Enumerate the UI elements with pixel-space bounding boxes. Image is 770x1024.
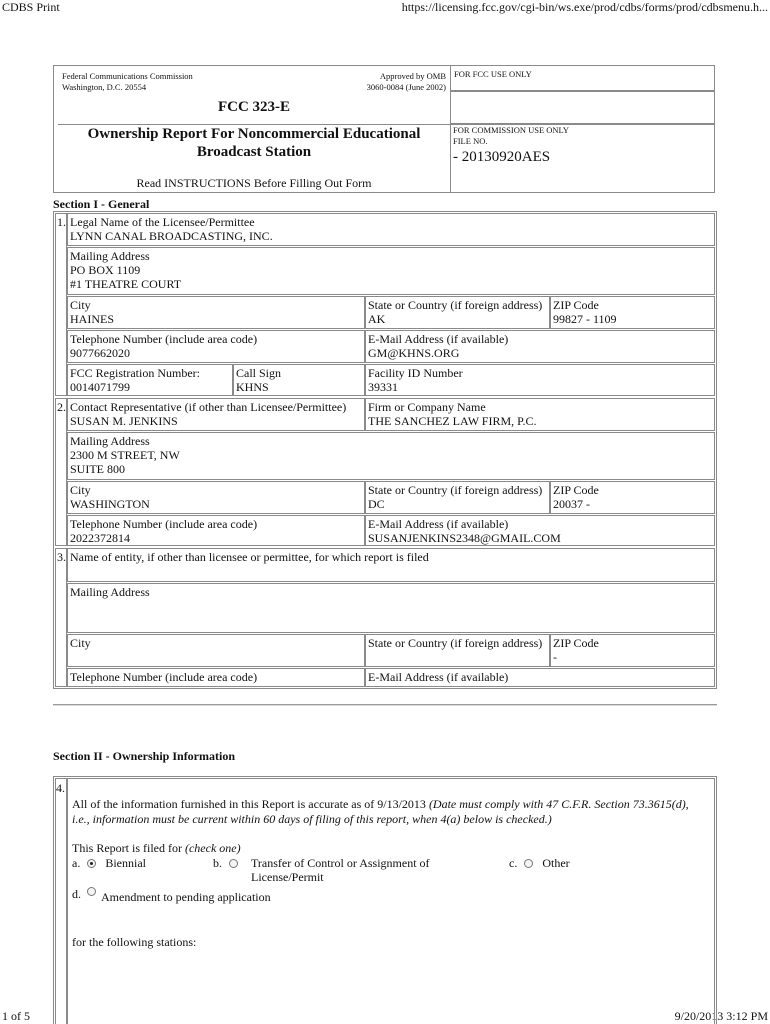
option-d-letter: d. (72, 887, 81, 901)
email-label: E-Mail Address (if available) (368, 332, 509, 346)
option-a-radio[interactable] (87, 859, 96, 868)
entity-phone-cell (67, 668, 365, 687)
phone-label: Telephone Number (include area code) (70, 332, 258, 346)
mailing-address-cell (67, 247, 715, 295)
contact-zip-label: ZIP Code (553, 483, 599, 497)
contact-state-value: DC (368, 497, 385, 511)
legal-name-cell (67, 213, 715, 246)
option-b-radio[interactable] (229, 859, 238, 868)
mailing-address-line1: PO BOX 1109 (70, 263, 141, 277)
commission-use-label: FOR COMMISSION USE ONLY (453, 125, 570, 135)
firm-label: Firm or Company Name (368, 400, 486, 414)
facility-value: 39331 (368, 380, 398, 394)
contact-phone-value: 2022372814 (70, 531, 130, 545)
print-header-title: CDBS Print (2, 0, 60, 14)
entity-email-cell (365, 668, 715, 687)
blank-use-box (450, 91, 715, 124)
section-divider (53, 704, 717, 706)
option-c-letter: c. (509, 856, 518, 870)
city-value: HAINES (70, 312, 114, 326)
agency-line2: Washington, D.C. 20554 (62, 82, 147, 92)
contact-phone-cell (67, 515, 365, 546)
option-b-letter: b. (213, 856, 222, 870)
section1-heading: Section I - General (53, 197, 150, 211)
entity-city-label: City (70, 636, 91, 650)
callsign-label: Call Sign (236, 366, 282, 380)
contact-city-cell (67, 481, 365, 514)
option-b-label-line2: License/Permit (251, 870, 324, 884)
fcc-use-only-label: FOR FCC USE ONLY (454, 69, 532, 79)
item4-number: 4. (56, 781, 65, 795)
entity-label: Name of entity, if other than licensee or permittee, for which report is filed (70, 550, 429, 564)
option-d[interactable] (72, 887, 271, 904)
firm-value: THE SANCHEZ LAW FIRM, P.C. (368, 414, 537, 428)
state-cell (365, 296, 550, 329)
option-c-radio[interactable] (524, 859, 533, 868)
omb-line1: Approved by OMB (379, 71, 446, 81)
item2-number: 2. (55, 398, 67, 546)
omb-line2: 3060-0084 (June 2002) (366, 82, 446, 92)
instructions-note: Read INSTRUCTIONS Before Filling Out Form (136, 176, 372, 190)
form-title (58, 125, 450, 161)
legal-name-label: Legal Name of the Licensee/Permittee (70, 215, 255, 229)
page-indicator: 1 of 5 (2, 1009, 30, 1023)
print-timestamp: 9/20/2013 3:12 PM (674, 1009, 768, 1023)
mailing-address-line2: #1 THEATRE COURT (70, 277, 182, 291)
entity-zip-label: ZIP Code (553, 636, 599, 650)
facility-cell (365, 364, 715, 396)
entity-zip-cell (550, 634, 715, 667)
option-b-label (251, 856, 430, 884)
option-d-radio[interactable] (87, 887, 96, 896)
entity-city-cell (67, 634, 365, 667)
form-title-line2: Broadcast Station (196, 144, 312, 160)
contact-city-label: City (70, 483, 91, 497)
contact-value: SUSAN M. JENKINS (70, 414, 178, 428)
phone-cell (67, 330, 365, 363)
phone-value: 9077662020 (70, 346, 130, 360)
option-a-label: Biennial (105, 856, 146, 870)
filed-for-hint: (check one) (184, 841, 241, 855)
contact-email-value: SUSANJENKINS2348@GMAIL.COM (368, 531, 561, 545)
option-a[interactable] (72, 856, 146, 870)
contact-phone-label: Telephone Number (include area code) (70, 517, 258, 531)
callsign-value: KHNS (236, 380, 269, 394)
legal-name-value: LYNN CANAL BROADCASTING, INC. (70, 229, 273, 243)
contact-state-cell (365, 481, 550, 514)
zip-value: 99827 - 1109 (553, 312, 617, 326)
entity-mailing-cell (67, 583, 715, 633)
entity-email-label: E-Mail Address (if available) (368, 670, 509, 684)
file-no-label: FILE NO. (453, 136, 488, 146)
entity-cell (67, 548, 715, 582)
callsign-cell (233, 364, 365, 396)
zip-label: ZIP Code (553, 298, 599, 312)
email-cell (365, 330, 715, 363)
contact-mailing-line2: SUITE 800 (70, 462, 125, 476)
contact-city-value: WASHINGTON (70, 497, 150, 511)
contact-zip-cell (550, 481, 715, 514)
filed-for-label: This Report is filed for (72, 841, 182, 855)
form-number: FCC 323-E (217, 99, 291, 115)
city-label: City (70, 298, 91, 312)
option-b-label-line1: Transfer of Control or Assignment of (251, 856, 430, 870)
entity-zip-value: - (553, 650, 557, 664)
accuracy-statement (72, 797, 712, 811)
item1-number: 1. (55, 213, 67, 396)
filed-for-line (72, 841, 241, 855)
contact-mailing-cell (67, 432, 715, 480)
entity-state-label: State or Country (if foreign address) (368, 636, 543, 650)
contact-zip-value: 20037 - (553, 497, 590, 511)
entity-phone-label: Telephone Number (include area code) (70, 670, 258, 684)
contact-label: Contact Representative (if other than Licensee/Permittee) (70, 400, 347, 414)
frn-value: 0014071799 (70, 380, 130, 394)
accuracy-note-line2: i.e., information must be current within 60 days of filing of this report, when 4(a) below is checked.) (72, 812, 552, 826)
option-a-letter: a. (72, 856, 81, 870)
section2-heading: Section II - Ownership Information (53, 749, 236, 763)
print-header-url: https://licensing.fcc.gov/cgi-bin/ws.exe/prod/cdbs/forms/prod/cdbsmenu.h... (401, 0, 768, 14)
facility-label: Facility ID Number (368, 366, 463, 380)
firm-cell (365, 398, 715, 431)
contact-mailing-line1: 2300 M STREET, NW (70, 448, 180, 462)
agency-line1: Federal Communications Commission (62, 71, 193, 81)
mailing-address-label: Mailing Address (70, 249, 150, 263)
contact-email-label: E-Mail Address (if available) (368, 517, 509, 531)
state-value: AK (368, 312, 386, 326)
entity-mailing-label: Mailing Address (70, 585, 150, 599)
state-label: State or Country (if foreign address) (368, 298, 543, 312)
city-cell (67, 296, 365, 329)
contact-cell (67, 398, 365, 431)
contact-email-cell (365, 515, 715, 546)
file-no-value: - 20130920AES (453, 149, 551, 165)
item3-number: 3. (55, 548, 67, 687)
frn-label: FCC Registration Number: (70, 366, 200, 380)
option-c[interactable] (509, 856, 570, 870)
option-b[interactable] (213, 856, 238, 870)
email-value: GM@KHNS.ORG (368, 346, 460, 360)
contact-state-label: State or Country (if foreign address) (368, 483, 543, 497)
entity-state-cell (365, 634, 550, 667)
stations-label: for the following stations: (72, 935, 197, 949)
contact-mailing-label: Mailing Address (70, 434, 150, 448)
option-c-label: Other (542, 856, 570, 870)
accuracy-note-line1: (Date must comply with 47 C.F.R. Section 73.3615(d), (428, 797, 689, 811)
item4-number-cell (55, 778, 67, 1024)
accuracy-text: All of the information furnished in this Report is accurate as of 9/13/2013 (72, 797, 426, 811)
zip-cell (550, 296, 715, 329)
option-d-label: Amendment to pending application (101, 890, 271, 904)
frn-cell (67, 364, 233, 396)
form-title-line1: Ownership Report For Noncommercial Educational (87, 126, 421, 142)
